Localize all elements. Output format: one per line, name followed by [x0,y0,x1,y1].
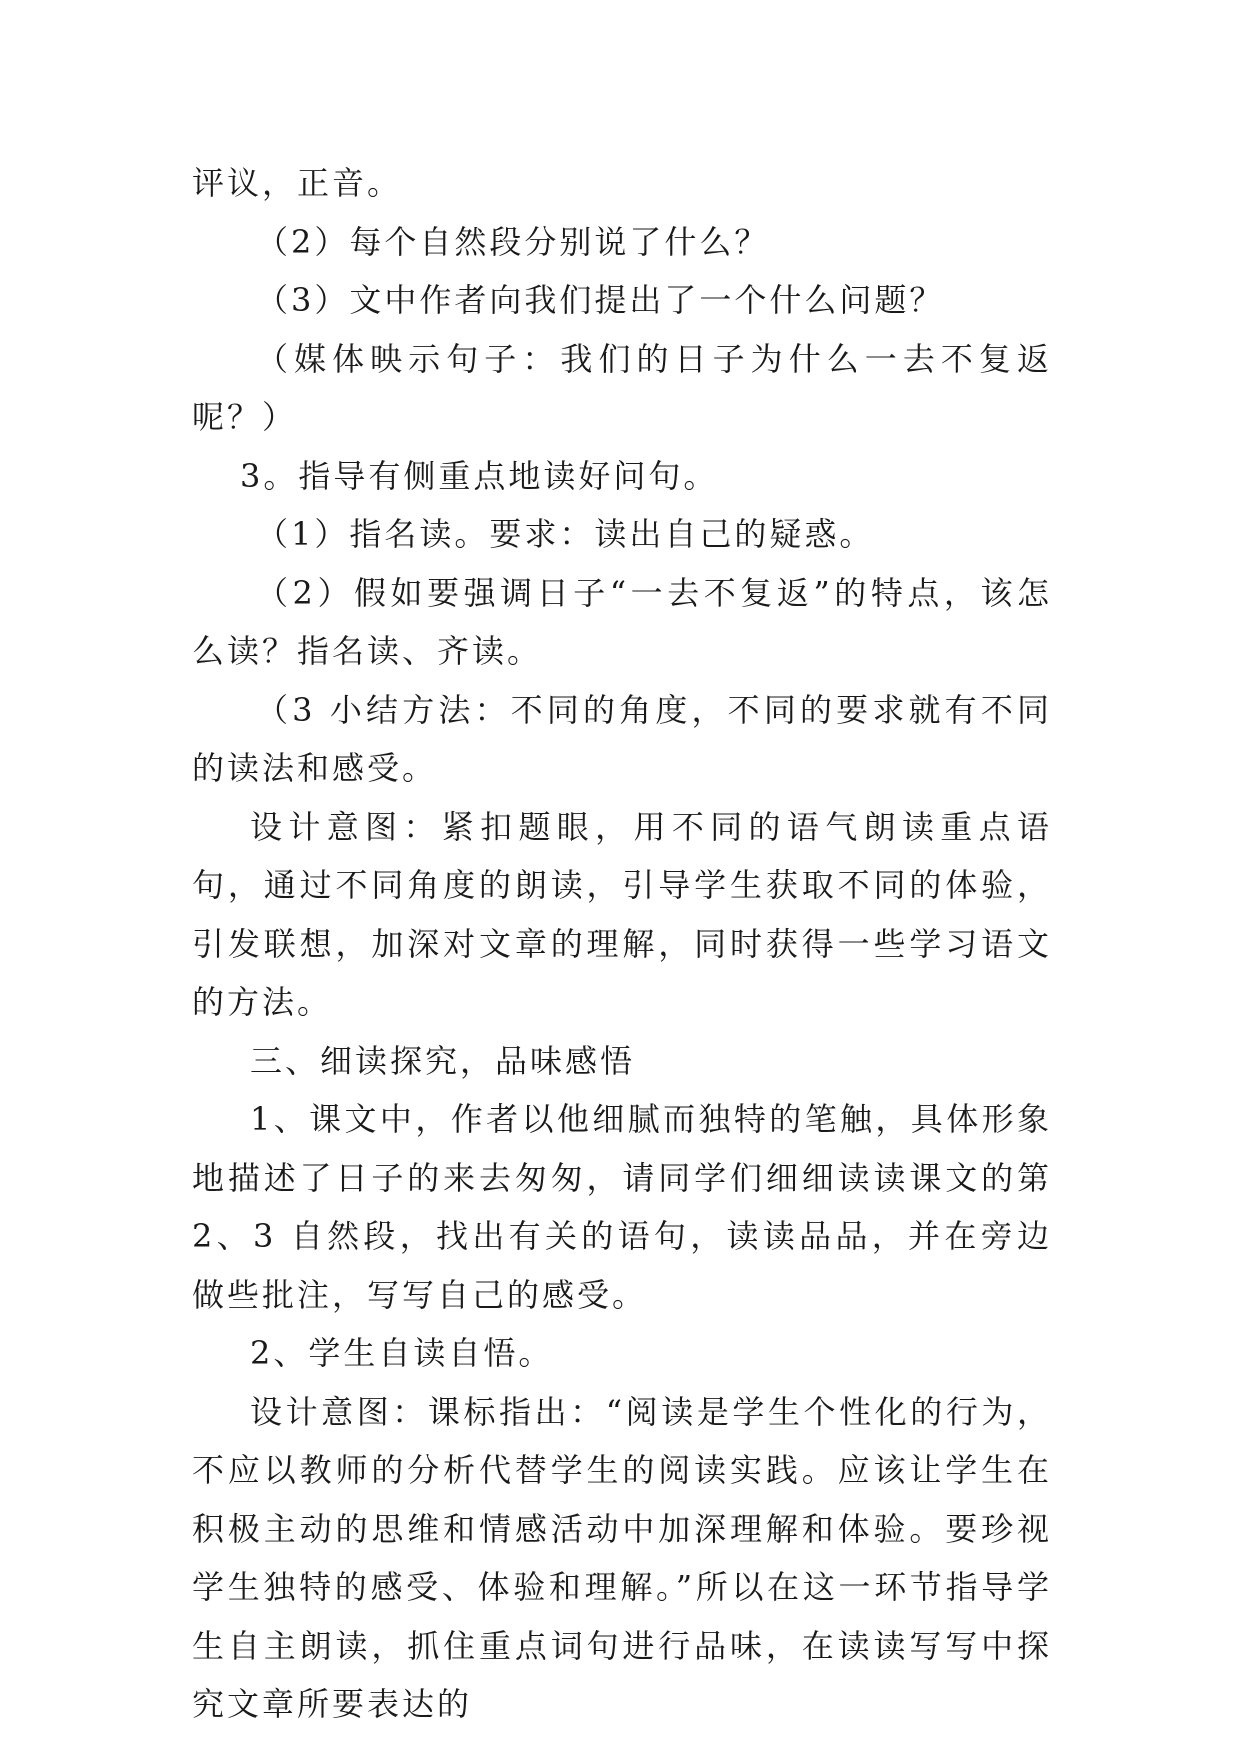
paragraph-6: （1）指名读。要求：读出自己的疑惑。 [256,515,875,553]
section-heading: 三、细读探究，品味感悟 [250,1041,636,1080]
paragraph-9: 设计意图：紧扣题眼，用不同的语气朗读重点语句，通过不同角度的朗读，引导学生获取不同的体验，引发联想，加深对文章的理解，同时获得一些学习语文的方法。 [192,807,1052,1021]
paragraph-2: （2）每个自然段分别说了什么？ [256,222,770,261]
paragraph-3: （3）文中作者向我们提出了一个什么问题？ [256,281,945,319]
paragraph-7: （2）假如要强调日子“一去不复返”的特点，该怎么读？指名读、齐读。 [192,573,1052,670]
paragraph-12: 2、学生自读自悟。 [250,1334,554,1372]
document-body [192,154,1052,1734]
paragraph-1: 评议，正音。 [192,164,403,202]
paragraph-4: （媒体映示句子：我们的日子为什么一去不复返呢？） [192,339,1052,436]
paragraph-8: （3 小结方法：不同的角度，不同的要求就有不同的读法和感受。 [192,690,1052,787]
paragraph-11: 1、课文中，作者以他细腻而独特的笔触，具体形象地描述了日子的来去匆匆，请同学们细细读读课文的第 2、3 自然段，找出有关的语句，读读品品，并在旁边做些批注，写写自己的感受。 [192,1100,1052,1314]
paragraph-5: 3。指导有侧重点地读好问句。 [240,456,719,495]
paragraph-13: 设计意图：课标指出：“阅读是学生个性化的行为，不应以教师的分析代替学生的阅读实践。应该让学生在积极主动的思维和情感活动中加深理解和体验。要珍视学生独特的感受、体验和理解。”所以在这一环节指导学生自主朗读，抓住重点词句进行品味，在读读写写中探究文章所要表达的 [192,1392,1052,1723]
